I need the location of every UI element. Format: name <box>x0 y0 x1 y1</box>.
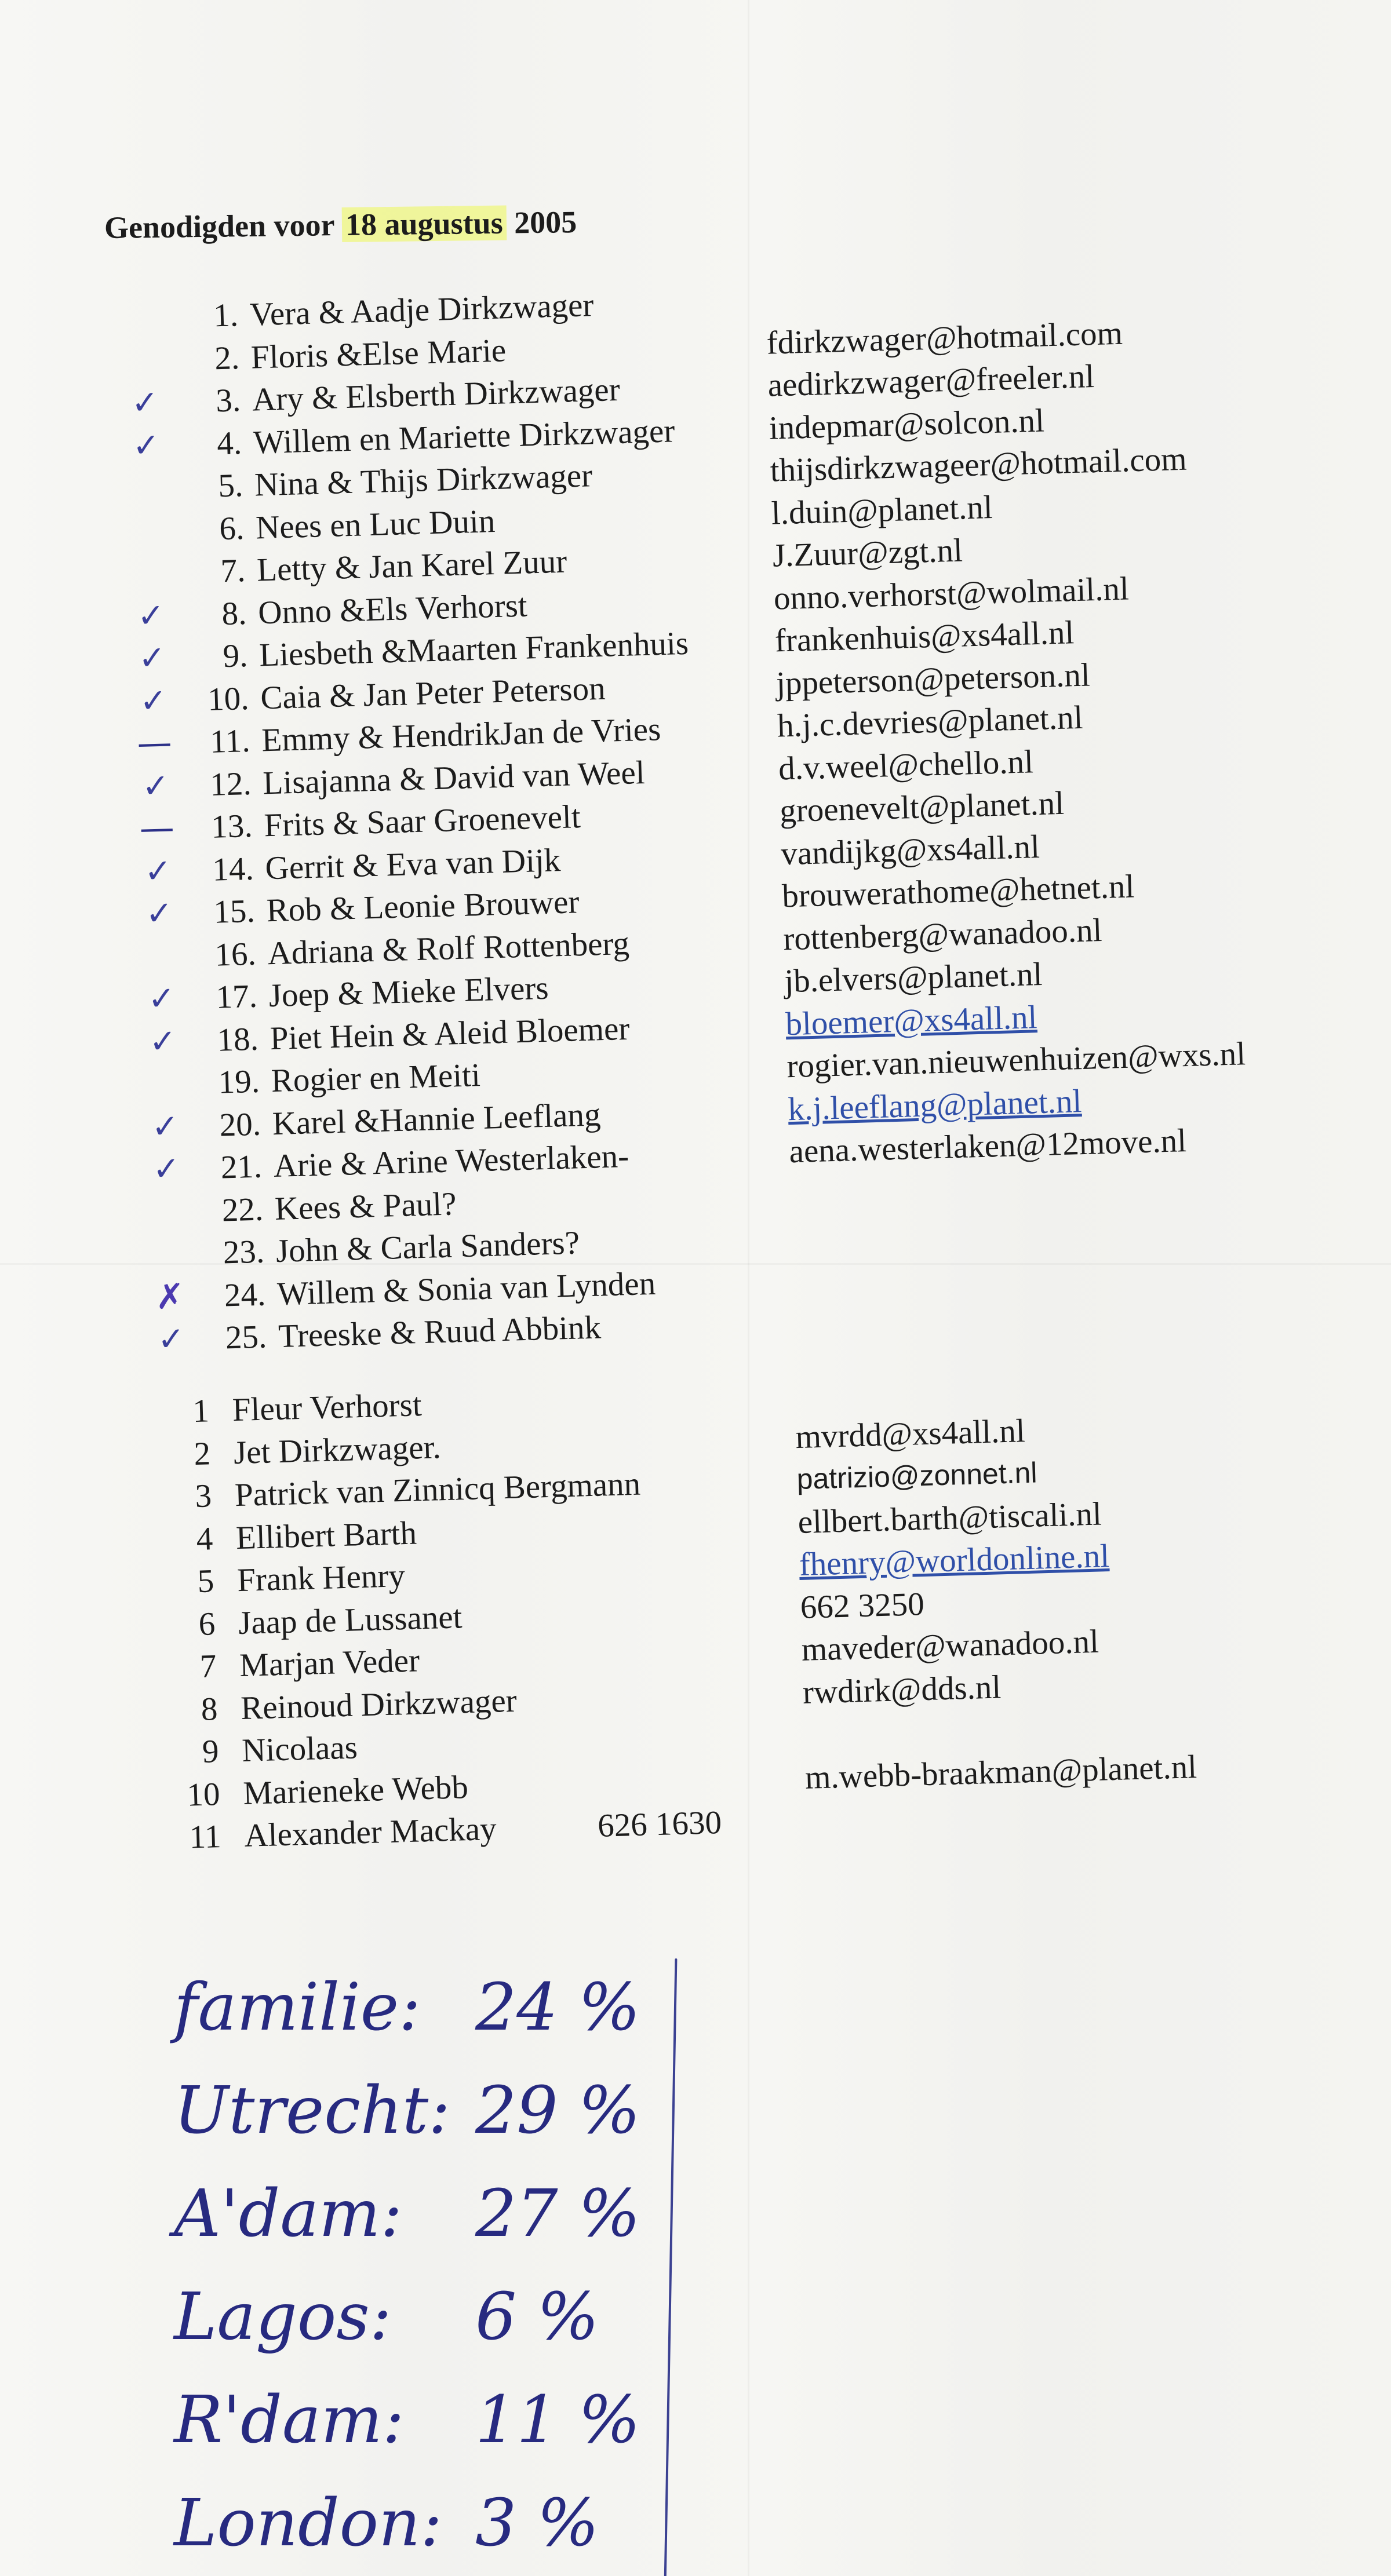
guest-email: k.j.leeflang@planet.nl <box>787 1082 1083 1128</box>
guest-name: Treeske & Ruud Abbink <box>278 1309 602 1355</box>
guest-name: Ary & Elsberth Dirkzwager <box>252 371 621 418</box>
guest-email: maveder@wanadoo.nl <box>801 1623 1099 1668</box>
list-number: 1 <box>192 1392 210 1430</box>
guest-email: rwdirk@dds.nl <box>802 1668 1002 1711</box>
couples-list <box>130 263 1368 1360</box>
list-number: 8. <box>221 594 247 632</box>
list-number: 16. <box>214 935 257 973</box>
guest-name: Jet Dirkzwager. <box>233 1428 442 1471</box>
check-mark: ✓ <box>145 894 174 933</box>
guest-name: Letty & Jan Karel Zuur <box>256 543 567 589</box>
check-mark: ✓ <box>137 596 165 635</box>
guest-email: fhenry@worldonline.nl <box>798 1538 1110 1583</box>
guest-name: Floris &Else Marie <box>250 331 507 376</box>
guest-name: Emmy & HendrikJan de Vries <box>261 711 662 759</box>
list-number: 2 <box>193 1435 211 1472</box>
guest-email: jppeterson@peterson.nl <box>775 656 1091 702</box>
list-number: 11 <box>188 1818 222 1856</box>
guest-email: mvrdd@xs4all.nl <box>795 1412 1026 1455</box>
guest-name: Patrick van Zinnicq Bergmann <box>234 1465 641 1514</box>
list-number: 4 <box>195 1520 214 1557</box>
handwritten-vertical-line <box>664 1958 678 2576</box>
check-mark: ✓ <box>130 384 159 422</box>
guest-name: Adriana & Rolf Rottenberg <box>267 925 630 972</box>
guest-email: aena.westerlaken@12move.nl <box>788 1122 1187 1170</box>
stat-label: familie: <box>174 1970 421 2045</box>
list-number: 24. <box>224 1276 267 1314</box>
list-number: 2. <box>214 339 240 377</box>
list-number: 11. <box>209 722 251 760</box>
guest-name: Rob & Leonie Brouwer <box>265 884 580 929</box>
check-mark: ✓ <box>141 767 170 805</box>
guest-name: Rogier en Meiti <box>271 1057 481 1100</box>
stat-value: 6 % <box>475 2279 599 2355</box>
guest-name: Alexander Mackay <box>243 1810 497 1854</box>
guest-email: 662 3250 <box>799 1585 925 1626</box>
stat-value: 11 % <box>475 2382 640 2458</box>
guest-name: Gerrit & Eva van Dijk <box>264 841 562 886</box>
guest-email: rottenberg@wanadoo.nl <box>782 911 1103 957</box>
list-number: 7 <box>199 1648 217 1685</box>
check-mark: ✓ <box>144 852 173 891</box>
check-mark: — <box>136 722 173 764</box>
guest-email: aedirkzwager@freeler.nl <box>767 358 1095 404</box>
guest-phone: 626 1630 <box>597 1804 722 1844</box>
list-number: 3. <box>215 382 241 419</box>
check-mark: ✓ <box>139 681 167 720</box>
check-mark: ✓ <box>132 426 161 465</box>
guest-name: Nicolaas <box>241 1729 358 1769</box>
list-number: 25. <box>225 1318 268 1356</box>
list-number: 15. <box>213 892 256 931</box>
guest-email: rogier.van.nieuwenhuizen@wxs.nl <box>786 1035 1246 1085</box>
check-mark: ✓ <box>138 638 166 678</box>
check-mark: ✓ <box>147 979 176 1018</box>
guest-email: l.duin@planet.nl <box>771 488 993 532</box>
check-mark: ✓ <box>151 1107 180 1146</box>
guest-email: indepmar@solcon.nl <box>768 402 1045 447</box>
list-number: 17. <box>215 977 258 1016</box>
guest-email: m.webb-braakman@planet.nl <box>804 1748 1197 1796</box>
guest-name: Vera & Aadje Dirkzwager <box>249 287 595 333</box>
stat-label: Utrecht: <box>174 2073 450 2148</box>
list-number: 14. <box>212 850 254 888</box>
guest-email: J.Zuur@zgt.nl <box>772 532 963 574</box>
guest-email: ellbert.barth@tiscali.nl <box>797 1495 1102 1541</box>
guest-email: h.j.c.devries@planet.nl <box>777 699 1084 745</box>
guest-name: Marieneke Webb <box>242 1768 469 1812</box>
guest-name: Frits & Saar Groenevelt <box>263 798 581 844</box>
guest-name: Willem en Mariette Dirkzwager <box>253 412 676 461</box>
list-number: 3 <box>194 1477 212 1515</box>
guest-email: brouwerathome@hetnet.nl <box>781 868 1135 915</box>
guest-name: Ellibert Barth <box>235 1514 417 1556</box>
guest-name: Arie & Arine Westerlaken- <box>273 1137 629 1185</box>
list-number: 10 <box>186 1775 221 1814</box>
check-mark: ✓ <box>148 1022 177 1061</box>
guest-email: onno.verhorst@wolmail.nl <box>773 570 1130 617</box>
guest-name: Onno &Els Verhorst <box>257 586 528 631</box>
stat-value: 27 % <box>475 2176 640 2252</box>
guest-name: Jaap de Lussanet <box>238 1598 463 1641</box>
stat-label: London: <box>174 2486 442 2561</box>
guest-name: Reinoud Dirkzwager <box>240 1682 518 1727</box>
list-number: 1. <box>213 297 239 334</box>
guest-name: Liesbeth &Maarten Frankenhuis <box>258 625 689 674</box>
list-number: 23. <box>223 1233 265 1271</box>
list-number: 5. <box>217 467 244 505</box>
page-title <box>104 204 577 246</box>
guest-name: Karel &Hannie Leeflang <box>272 1096 602 1142</box>
list-number: 19. <box>217 1063 260 1101</box>
stat-label: A'dam: <box>174 2176 403 2252</box>
list-number: 8 <box>200 1690 219 1728</box>
title-prefix: Genodigden voor <box>104 207 334 245</box>
list-number: 9 <box>202 1733 220 1770</box>
list-number: 10. <box>207 680 250 718</box>
title-date-highlight: 18 augustus <box>342 206 507 242</box>
list-number: 21. <box>220 1148 263 1186</box>
list-number: 20. <box>219 1105 261 1144</box>
guest-name: Frank Henry <box>236 1557 406 1599</box>
guest-name: Fleur Verhorst <box>232 1386 423 1429</box>
list-number: 6 <box>198 1605 216 1643</box>
guest-name: Nees en Luc Duin <box>255 502 496 546</box>
guest-name: Nina & Thijs Dirkzwager <box>254 457 593 503</box>
guest-email: fdirkzwager@hotmail.com <box>766 315 1123 362</box>
guest-name: Lisajanna & David van Weel <box>262 754 646 801</box>
guest-email: jb.elvers@planet.nl <box>784 955 1043 1000</box>
stat-label: Lagos: <box>174 2279 392 2355</box>
guest-email: thijsdirkzwageer@hotmail.com <box>769 440 1188 489</box>
list-number: 7. <box>220 552 246 590</box>
guest-email: bloemer@xs4all.nl <box>785 998 1038 1042</box>
list-number: 22. <box>221 1191 264 1229</box>
title-suffix: 2005 <box>514 205 577 240</box>
singles-list <box>174 1358 1346 1859</box>
list-number: 9. <box>222 637 249 675</box>
stat-value: 3 % <box>475 2486 599 2561</box>
check-mark: ✓ <box>156 1320 185 1359</box>
list-number: 6. <box>219 509 245 547</box>
check-mark: ✓ <box>152 1150 181 1188</box>
guest-name: Caia & Jan Peter Peterson <box>260 670 606 716</box>
stat-value: 29 % <box>475 2073 640 2148</box>
list-number: 5 <box>196 1563 215 1600</box>
guest-name: Willem & Sonia van Lynden <box>276 1265 656 1312</box>
list-number: 18. <box>216 1020 259 1059</box>
stat-value: 24 % <box>475 1970 640 2045</box>
list-number: 12. <box>209 765 252 803</box>
guest-email: patrizio@zonnet.nl <box>796 1456 1038 1496</box>
handwritten-percentages <box>174 1947 696 2576</box>
guest-name: Marjan Veder <box>239 1642 420 1684</box>
list-number: 4. <box>216 424 243 462</box>
guest-email: d.v.weel@chello.nl <box>778 743 1034 787</box>
check-mark: ✗ <box>155 1275 185 1318</box>
guest-name: Piet Hein & Aleid Bloemer <box>269 1010 631 1057</box>
guest-name: Kees & Paul? <box>274 1185 457 1227</box>
guest-email: frankenhuis@xs4all.nl <box>774 614 1075 659</box>
guest-name: John & Carla Sanders? <box>275 1224 580 1269</box>
guest-email: groenevelt@planet.nl <box>779 785 1065 830</box>
check-mark: — <box>139 807 175 849</box>
guest-name: Joep & Mieke Elvers <box>268 969 549 1015</box>
list-number: 13. <box>210 807 253 845</box>
guest-email: vandijkg@xs4all.nl <box>780 828 1040 872</box>
stat-label: R'dam: <box>174 2382 405 2458</box>
